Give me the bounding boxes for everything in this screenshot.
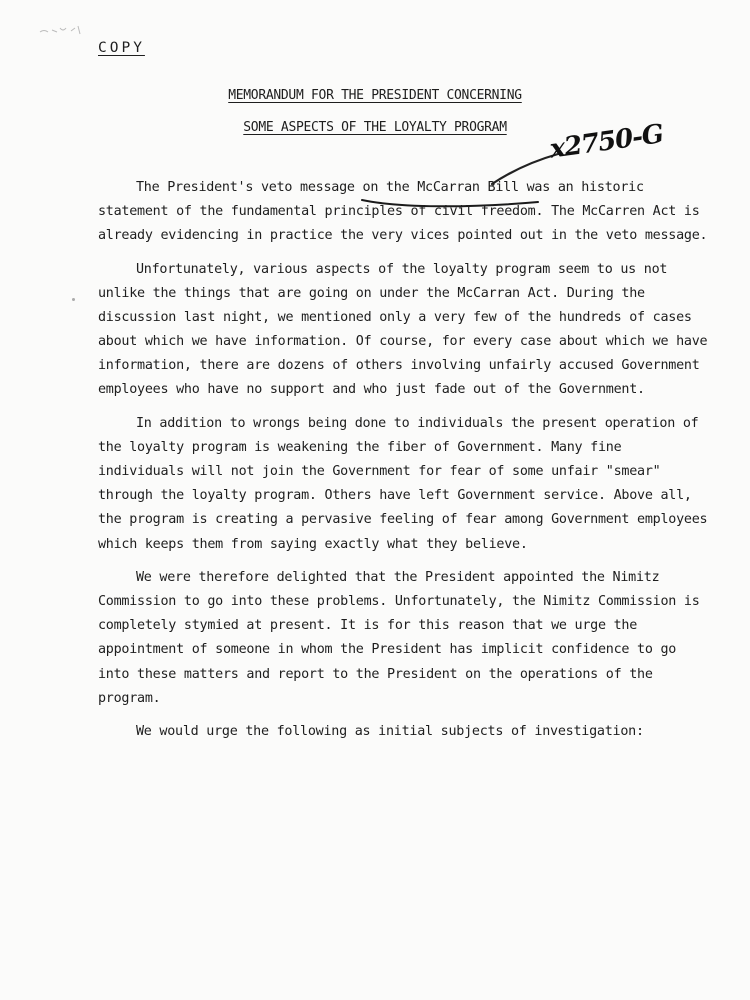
paragraph-5: We would urge the following as initial subjects of investigation: xyxy=(136,724,644,740)
handwritten-file-number: x2750-G xyxy=(548,119,665,165)
paragraph-2: Unfortunately, various aspects of the loyalty program seem to us not unlike the things that are going on under the McCarran Act. During the discussion last night, we mentioned only a very few of the hundreds of cases about which we have information. Of course, for every case about which we have information, there are dozens of others involving unfairly accused Government employees who have no support and who just fade out of the Government. xyxy=(98,261,708,398)
paragraph-4: We were therefore delighted that the President appointed the Nimitz Commission to go into these problems. Unfortunately, the Nimitz Commission is completely stymied at present. It is for this reason that we urge the appointment of someone in whom the President has implicit confidence to go into these matters and report to the President on the operations of the program. xyxy=(98,570,700,706)
paragraph-3: In addition to wrongs being done to individuals the present operation of the loyalty program is weakening the fiber of Government. Many fine individuals will not join the Government for fear of some unfair "smear" through the loyalty program. Others have left Government service. Above all, the program is creating a pervasive feeling of fear among Government employees which keeps them from saying exactly what they believe. xyxy=(98,416,708,552)
memo-title-line-2: SOME ASPECTS OF THE LOYALTY PROGRAM xyxy=(243,120,507,135)
stray-pencil-marks xyxy=(38,22,84,38)
paragraph-1: The President's veto message on the McCarran Bill was an historic statement of the fundamental principles of civil freedom. The McCarren Act is already evidencing in practice the very vices pointed out in the veto message. xyxy=(98,180,708,244)
copy-label: COPY xyxy=(98,40,145,56)
margin-speck xyxy=(72,298,75,301)
memo-body xyxy=(98,176,708,744)
memo-title-line-1: MEMORANDUM FOR THE PRESIDENT CONCERNING xyxy=(228,88,522,103)
